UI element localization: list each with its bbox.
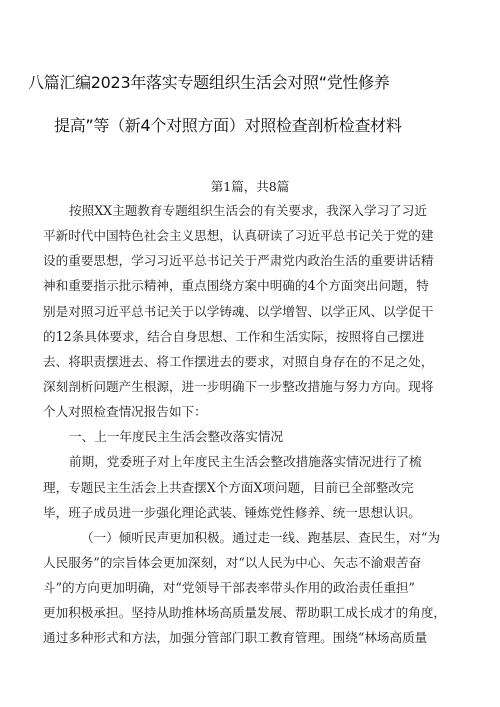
body-line: 去、将职责摆进去、将工作摆进去的要求，对照自身存在的不足之处， — [43, 353, 434, 369]
document-body — [43, 198, 457, 651]
body-line: 斗”的方向更加明确，对“党领导干部表率带头作用的政治责任重担” — [43, 580, 415, 596]
body-line: 的12条具体要求，结合自身思想、工作和生活实际，按照将自己摆进 — [43, 328, 425, 344]
document-title-line-1: 八篇汇编2023年落实专题组织生活会对照“党性修养 — [28, 73, 390, 92]
body-line: 按照XX主题教育专题组织生活会的有关要求，我深入学习了习近 — [69, 203, 427, 218]
body-line: 别是对照习近平总书记关于以学铸魂、以学增智、以学正风、以学促干 — [43, 303, 434, 319]
body-line: 毕，班子成员进一步强化理论武装、锤炼党性修养、统一思想认识。 — [43, 504, 421, 520]
body-line: 设的重要思想，学习习近平总书记关于严肃党内政治生活的重要讲话精 — [43, 253, 434, 269]
body-line: 前期，党委班子对上年度民主生活会整改措施落实情况进行了梳 — [69, 454, 422, 470]
body-line: 神和重要指示批示精神，重点围绕方案中明确的4个方面突出问题，特 — [43, 278, 429, 294]
subsection-line: （一）倾听民声更加积极。通过走一线、跑基层、查民生，对“为 — [81, 529, 441, 545]
body-line: 理，专题民主生活会上共查摆X个方面X项问题，目前已全部整改完 — [43, 479, 414, 495]
body-line: 平新时代中国特色社会主义思想，认真研读了习近平总书记关于党的建 — [43, 228, 434, 244]
body-line: 深刻剖析问题产生根源，进一步明确下一步整改措施与努力方向。现将 — [43, 378, 434, 394]
section-heading: 一、上一年度民主生活会整改落实情况 — [69, 429, 284, 445]
body-line: 人民服务”的宗旨体会更加深刻，对“以人民为中心、矢志不渝艰苦奋 — [43, 554, 422, 570]
body-line: 个人对照检查情况报告如下： — [43, 404, 207, 420]
body-line: 通过多种形式和方法，加强分管部门职工教育管理。围绕“林场高质量 — [43, 630, 428, 646]
document-part-indicator: 第1篇，共8篇 — [210, 179, 290, 194]
body-line: 更加积极承担。坚持从助推林场高质量发展、帮助职工成长成才的角度， — [43, 605, 446, 621]
document-title-line-2: 提高”等（新4个对照方面）对照检查剖析检查材料 — [54, 116, 402, 135]
